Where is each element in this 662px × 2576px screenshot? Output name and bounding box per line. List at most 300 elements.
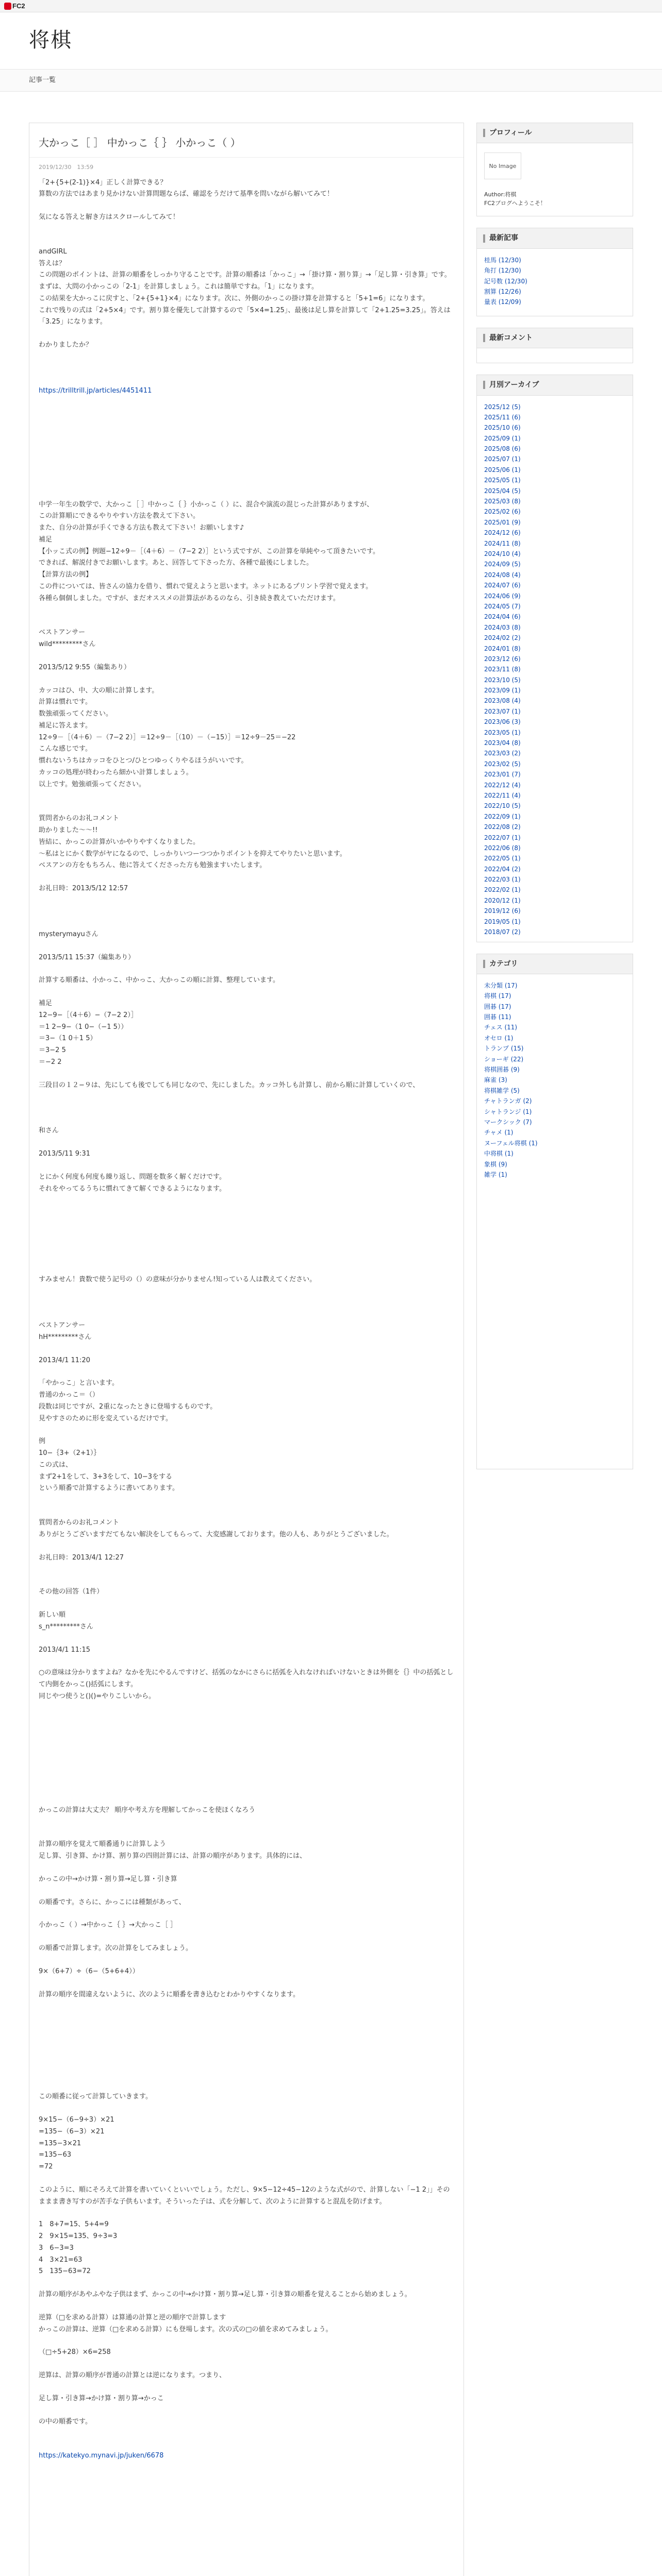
entry-paragraph xyxy=(39,1506,454,1517)
entry-paragraph xyxy=(39,1366,454,1378)
entry-paragraph xyxy=(39,1425,454,1436)
entry-paragraph xyxy=(39,2530,454,2541)
archive-month-link[interactable]: 2024/04 (6) xyxy=(484,613,521,621)
entry-paragraph xyxy=(39,1195,454,1206)
entry-paragraph xyxy=(39,1656,454,1667)
entry-paragraph: 計算の順序を間違えないように、次のように順番を書き込むとわかりやすくなります。 xyxy=(39,1990,300,1998)
archive-month-link[interactable]: 2022/06 (8) xyxy=(484,844,521,852)
recent-entry-link[interactable]: 量表 (12/09) xyxy=(484,298,521,306)
entry-paragraph: 〜私はとにかく数学がヤになるので、しっかりいつーつつかりポイントを抑えてやりたいと思います。 xyxy=(39,850,346,858)
entry-paragraph xyxy=(39,1229,454,1240)
archive-month-link[interactable]: 2019/12 (6) xyxy=(484,907,521,915)
category-link[interactable]: シャトランジ (1) xyxy=(484,1108,532,1115)
entry-paragraph xyxy=(39,2439,454,2450)
entry-paragraph xyxy=(39,1103,454,1114)
category-link[interactable]: チェス (11) xyxy=(484,1024,518,1031)
entry-paragraph: の順番で計算します。次の計算をしてみましょう。 xyxy=(39,1944,192,1953)
entry-paragraph: 2013/4/1 11:20 xyxy=(39,1356,90,1364)
entry-paragraph xyxy=(39,1160,454,1172)
entry-title[interactable]: 大かっこ［ ］ 中かっこ｛ ｝ 小かっこ（ ） xyxy=(29,123,464,158)
entry-paragraph: =135−63 xyxy=(39,2151,72,2159)
archive-list xyxy=(477,396,633,942)
archive-month-link[interactable]: 2023/10 (5) xyxy=(484,676,521,684)
entry-paragraph: これで残りの式は「2+5×4」です。割り算を優先して計算するので「5×4=1.25」、最後は足し算を計算して「2+1.25=3.25」。答えは「3.25」になります。 xyxy=(39,306,451,326)
category-link[interactable]: トランプ (15) xyxy=(484,1045,524,1053)
entry-paragraph xyxy=(39,1541,454,1552)
entry-paragraph: 補足 xyxy=(39,535,53,544)
entry-paragraph: 同じやつ使うと()()=やりこしいから。 xyxy=(39,1692,156,1700)
archive-heading xyxy=(477,375,633,395)
category-link[interactable]: ショーギ (22) xyxy=(484,1055,524,1063)
entry-paragraph xyxy=(39,2173,454,2184)
entry-paragraph xyxy=(39,872,454,883)
entry-paragraph: 和さん xyxy=(39,1127,59,1135)
entry-paragraph: ベスアンの方をもちろん、他に答えてくださった方も勉強ますいたします。 xyxy=(39,861,267,870)
entry-paragraph: 小かっこ（ ）→中かっこ｛ ｝→大かっこ［ ］ xyxy=(39,1921,177,1929)
entry-paragraph xyxy=(39,1931,454,1943)
heading-bar-icon xyxy=(483,381,485,389)
archive-month-link[interactable]: 2018/07 (2) xyxy=(484,928,521,936)
fc2-logo-icon xyxy=(4,3,11,10)
entry-paragraph xyxy=(39,1251,454,1263)
entry-paragraph: 段数は同じですが、2重になったときに登場するものです。 xyxy=(39,1402,217,1411)
archive-month-link[interactable]: 2022/11 (4) xyxy=(484,791,521,799)
recent-comments-list xyxy=(477,348,633,363)
page-wrap xyxy=(0,123,662,2576)
entry-paragraph: 計算の順序があやふやな子供はまず、かっこの中→かけ算・割り算→足し算・引き算の順番を覚えることから始めましょう。 xyxy=(39,2291,411,2299)
entry-paragraph xyxy=(39,674,454,685)
entry-paragraph: 気になる答えと解き方はスクロールしてみて！ xyxy=(39,213,179,222)
archive-month-link[interactable]: 2023/02 (5) xyxy=(484,760,521,768)
entry-paragraph: 助かりました〜〜!! xyxy=(39,826,98,835)
recent-entries-heading-text: 最新記事 xyxy=(489,234,518,243)
profile-text xyxy=(484,191,625,208)
category-link[interactable]: 囲碁 (11) xyxy=(484,1013,511,1021)
sidebar xyxy=(476,123,633,2576)
archive-month-link[interactable]: 2023/06 (3) xyxy=(484,718,521,726)
entry-paragraph xyxy=(39,1240,454,1251)
entry-paragraph xyxy=(39,604,454,616)
profile-author: Author:将棋 xyxy=(484,191,517,198)
category-link[interactable]: マークシック (7) xyxy=(484,1118,532,1126)
entry-paragraph xyxy=(39,2057,454,2069)
archive-month-link[interactable]: 2024/03 (8) xyxy=(484,623,521,631)
archive-month-link[interactable]: 2025/02 (6) xyxy=(484,508,521,516)
archive-month-link[interactable]: 2024/07 (6) xyxy=(484,582,521,589)
entry-paragraph: s_n*********さん xyxy=(39,1622,94,1631)
entry-paragraph: 足し算、引き算、かけ算、割り算の四則計算には、計算の順序があります。具体的には、 xyxy=(39,1852,306,1860)
category-link[interactable]: 囲碁 (17) xyxy=(484,1003,511,1010)
archive-month-link[interactable]: 2024/08 (4) xyxy=(484,571,521,579)
category-link[interactable]: チャメ (1) xyxy=(484,1129,514,1137)
category-link[interactable]: オセロ (1) xyxy=(484,1034,514,1042)
entry-body xyxy=(29,172,464,2576)
entry-paragraph xyxy=(39,1978,454,1989)
entry-paragraph xyxy=(39,1748,454,1759)
archive-month-link[interactable]: 2023/04 (8) xyxy=(484,739,521,747)
entry-paragraph: ＝1 2−9−（1 0−（−1 5）） xyxy=(39,1023,128,1031)
entry-paragraph: という順番で計算するように書いてあります。 xyxy=(39,1484,179,1493)
entry-date: 2019/12/30 13:59 xyxy=(39,164,94,171)
entry-paragraph xyxy=(39,616,454,627)
entry-paragraph xyxy=(39,2462,454,2473)
entry-paragraph xyxy=(39,1886,454,1897)
archive-month-link[interactable]: 2022/04 (2) xyxy=(484,865,521,873)
entry-paragraph: この式は、 xyxy=(39,1461,73,1469)
profile-heading xyxy=(477,123,633,143)
archive-month-link[interactable]: 2025/01 (9) xyxy=(484,518,521,526)
archive-month-link[interactable]: 2023/09 (1) xyxy=(484,687,521,694)
archive-month-link[interactable]: 2025/12 (5) xyxy=(484,403,521,411)
site-header xyxy=(0,12,662,69)
entry-paragraph: カッコはひ、中、大の順に計算します。 xyxy=(39,686,159,694)
entry-paragraph xyxy=(39,2541,454,2553)
entry-paragraph: まずは、大問の小かっこの「2-1」を計算しましょう。これは簡単ですね。「1」になります。 xyxy=(39,283,318,291)
profile-avatar: No Image xyxy=(484,152,521,179)
recent-entries-list xyxy=(477,249,633,316)
entry-paragraph xyxy=(39,1771,454,1782)
entry-paragraph: かっこの計算は、逆算（□を求める計算）にも登場します。次の式の□の値を求めてみましょう。 xyxy=(39,2325,333,2333)
heading-bar-icon xyxy=(483,334,485,342)
entry-paragraph xyxy=(39,2473,454,2485)
archive-month-link[interactable]: 2025/11 (6) xyxy=(484,413,521,421)
entry-paragraph xyxy=(39,2023,454,2035)
archive-month-link[interactable]: 2022/08 (2) xyxy=(484,823,521,831)
entry-paragraph: ベストアンサー xyxy=(39,1321,86,1330)
category-heading xyxy=(477,954,633,974)
category-list xyxy=(477,974,633,1469)
entry-paragraph: =135−（6−3）×21 xyxy=(39,2127,105,2136)
archive-month-link[interactable]: 2025/08 (6) xyxy=(484,445,521,453)
site-title[interactable]: 将棋 xyxy=(29,28,72,52)
archive-month-link[interactable]: 2025/06 (1) xyxy=(484,466,521,473)
entry-paragraph: 逆算は、計算の順序が普通の計算とは逆になります。つまり、 xyxy=(39,2371,226,2380)
entry-paragraph xyxy=(39,1263,454,1274)
fc2-bar xyxy=(0,0,662,12)
entry-paragraph: 中学一年生の数学で、大かっこ［ ］中かっこ｛ ｝小かっこ（ ）に、混合や演流の混じった計算がありますが、 xyxy=(39,500,374,509)
category-link[interactable]: チャトランガ (2) xyxy=(484,1097,532,1105)
entry-paragraph xyxy=(39,477,454,488)
archive-month-link[interactable]: 2020/12 (1) xyxy=(484,896,521,904)
archive-month-link[interactable]: 2022/03 (1) xyxy=(484,876,521,884)
archive-month-link[interactable]: 2023/03 (2) xyxy=(484,750,521,757)
entry-paragraph xyxy=(39,2301,454,2312)
entry-paragraph xyxy=(39,1782,454,1793)
entry-paragraph: 9×（6+7）÷（6−（5+6+4）） xyxy=(39,1967,139,1975)
archive-month-link[interactable]: 2025/03 (8) xyxy=(484,498,521,505)
entry-paragraph xyxy=(39,224,454,235)
entry-paragraph xyxy=(39,1137,454,1148)
archive-month-link[interactable]: 2025/09 (1) xyxy=(484,434,521,442)
entry-paragraph: この問題のポイントは、計算の順番をしっかり守ることです。計算の順番は「かっこ」→「掛け算・割り算」→「足し算・引き算」です。 xyxy=(39,271,451,279)
entry-paragraph xyxy=(39,454,454,465)
archive-month-link[interactable]: 2025/07 (1) xyxy=(484,455,521,463)
category-link[interactable]: 将棋 (17) xyxy=(484,992,511,1000)
archive-heading-text: 月別アーカイブ xyxy=(489,381,539,389)
entry-paragraph: 答えは？ xyxy=(39,259,66,267)
entry-paragraph: 12÷9－［（4＋6）－（7−2 2）］＝12÷9－［（10）－（−15）］＝12÷9－25＝−22 xyxy=(39,733,296,741)
entry-paragraph xyxy=(39,465,454,477)
category-link[interactable]: 将棋雑学 (5) xyxy=(484,1087,520,1094)
entry-paragraph: ○の意味は分かりますよね？なかを先にやるんですけど、括弧のなかにさらに括弧を入れなければいけないときは外側を｛｝中の括弧として内側をかっこ()括弧にします。 xyxy=(39,1669,454,1689)
entry-paragraph: 12−9−［（4＋6）−（7−2 2）］ xyxy=(39,1011,138,1019)
entry-paragraph xyxy=(39,397,454,409)
entry-paragraph xyxy=(39,987,454,998)
entry-paragraph xyxy=(39,1725,454,1737)
entry-paragraph: この計算順にできるやりやすい方法を教えて下さい。 xyxy=(39,512,200,520)
entry-paragraph xyxy=(39,2069,454,2080)
entry-paragraph: 2013/5/11 15:37（編集あり） xyxy=(39,953,135,961)
entry-paragraph: 質問者からのお礼コメント xyxy=(39,1519,120,1527)
entry-paragraph xyxy=(39,1703,454,1714)
entry-paragraph xyxy=(39,2046,454,2057)
entry-paragraph xyxy=(39,1714,454,1725)
archive-month-link[interactable]: 2024/11 (8) xyxy=(484,539,521,547)
entry-paragraph: それをやってるうちに慣れてきて解くできるようになります。 xyxy=(39,1184,226,1193)
entry-paragraph xyxy=(39,2080,454,2091)
entry-paragraph xyxy=(39,1575,454,1586)
entry-paragraph: かっこの中→かけ算・割り算→足し算・引き算 xyxy=(39,1875,177,1883)
entry-paragraph: わかりましたか？ xyxy=(39,341,93,349)
heading-bar-icon xyxy=(483,960,485,968)
entry-paragraph: ＝−2 2 xyxy=(39,1058,62,1066)
entry-paragraph xyxy=(39,235,454,246)
entry-paragraph: すみません！貴数で使う記号の（）の意味が分かりません!知っている人は教えてください。 xyxy=(39,1276,317,1284)
entry-paragraph xyxy=(39,409,454,420)
entry-paragraph: かっこの計算は大丈夫？ 順序や考え方を理解してかっこを使ほくなろう xyxy=(39,1806,256,1814)
entry-paragraph: 【計算方法の例】 xyxy=(39,571,93,579)
entry-paragraph: 計算の順序を覚えて順番通りに計算しよう xyxy=(39,1840,167,1849)
entry-paragraph xyxy=(39,200,454,212)
entry-paragraph xyxy=(39,2405,454,2416)
entry-paragraph xyxy=(39,651,454,662)
heading-bar-icon xyxy=(483,129,485,137)
entry-paragraph: 足し算・引き算→かけ算・割り算→かっこ xyxy=(39,2394,164,2402)
recent-comments-heading-text: 最新コメント xyxy=(489,333,533,342)
entry-paragraph xyxy=(39,1737,454,1748)
archive-month-link[interactable]: 2022/10 (5) xyxy=(484,802,521,810)
entry-paragraph: 2 9×15=135、9÷3=3 xyxy=(39,2232,118,2241)
profile-heading-text: プロフィール xyxy=(489,129,532,137)
entry-paragraph: 算数の方法ではあまり見かけない計算問題ならば、確認をうだけて基準を問いながら解いてみて！ xyxy=(39,190,334,198)
global-nav xyxy=(0,69,662,92)
archive-month-link[interactable]: 2019/05 (1) xyxy=(484,918,521,925)
entry-paragraph xyxy=(39,420,454,431)
entry-paragraph xyxy=(39,1309,454,1320)
profile-body xyxy=(477,143,633,216)
fc2-logo[interactable] xyxy=(4,2,25,10)
entry-paragraph xyxy=(39,488,454,499)
entry-paragraph: 三段目の１２−９は、先にしても後でしても同じなので、先にしました。カッコ外しも計算し、前から順に計算していくので、 xyxy=(39,1081,420,1089)
entry-paragraph xyxy=(39,1344,454,1355)
entry-paragraph: 以上です。勉強頑張ってください。 xyxy=(39,780,145,788)
archive-month-link[interactable]: 2024/02 (2) xyxy=(484,634,521,642)
entry-paragraph xyxy=(39,790,454,802)
entry-paragraph: 3 6−3=3 xyxy=(39,2244,74,2252)
entry-paragraph: カッコの処理が終わったら細かい計算しましょう。 xyxy=(39,768,193,776)
entry-paragraph xyxy=(39,1114,454,1125)
entry-paragraph xyxy=(39,1955,454,1966)
entry-paragraph xyxy=(39,2564,454,2575)
archive-month-link[interactable]: 2023/05 (1) xyxy=(484,728,521,736)
entry-paragraph: この件については、皆さんの協力を借り、慣れで覚えようと思います。ネットにあるプリント学習で覚えます。 xyxy=(39,582,373,590)
recent-entries-box xyxy=(476,228,633,316)
archive-month-link[interactable]: 2023/11 (8) xyxy=(484,666,521,673)
entry-paragraph xyxy=(39,2485,454,2496)
entry-paragraph: この順番に従って計算していきます。 xyxy=(39,2093,152,2101)
entry-paragraph: 新しい順 xyxy=(39,1611,66,1619)
category-link[interactable]: ヌーフェル将棋 (1) xyxy=(484,1139,538,1147)
main-column xyxy=(29,123,464,2576)
archive-month-link[interactable]: 2025/04 (5) xyxy=(484,487,521,495)
entry-paragraph: 計算する順番は、小かっこ、中かっこ、大かっこの順に計算、整理しています。 xyxy=(39,976,279,985)
nav-item-archive[interactable]: 記事一覧 xyxy=(29,76,56,84)
entry-paragraph: の順番です。さらに、かっこには種類があって、 xyxy=(39,1898,186,1906)
entry-paragraph xyxy=(39,895,454,906)
archive-month-link[interactable]: 2024/01 (8) xyxy=(484,645,521,652)
entry-paragraph xyxy=(39,1286,454,1297)
category-link[interactable]: 将棋囲碁 (9) xyxy=(484,1066,520,1074)
entry-paragraph: 1 8+7=15、5+4=9 xyxy=(39,2221,109,2229)
archive-month-link[interactable]: 2024/09 (5) xyxy=(484,561,521,568)
category-heading-text: カテゴリ xyxy=(489,959,518,968)
entry-paragraph: wild*********さん xyxy=(39,640,96,649)
entry-paragraph xyxy=(39,1206,454,1217)
entry-paragraph: 10−｛3+（2+1）｝ xyxy=(39,1449,101,1458)
entry-paragraph: ＝3−2 5 xyxy=(39,1046,66,1055)
entry-paragraph xyxy=(39,351,454,363)
entry-paragraph: 逆算（□を求める計算）は算通の計算と逆の順序で計算します xyxy=(39,2313,226,2321)
fc2-logo-text: FC2 xyxy=(12,2,25,10)
archive-month-link[interactable]: 2022/07 (1) xyxy=(484,834,521,841)
entry-paragraph: 2013/5/12 9:55（編集あり） xyxy=(39,663,130,671)
entry-paragraph xyxy=(39,2428,454,2439)
recent-entry-link[interactable]: 記号数 (12/30) xyxy=(484,277,527,285)
archive-month-link[interactable]: 2024/05 (7) xyxy=(484,602,521,610)
archive-month-link[interactable]: 2025/05 (1) xyxy=(484,477,521,484)
entry-paragraph: こんな感じです。 xyxy=(39,745,92,753)
entry-link[interactable]: https://trilltrill.jp/articles/4451411 xyxy=(39,386,152,395)
entry-paragraph: 「2+{5+(2-1)}×4」正しく計算できる？ xyxy=(39,178,167,187)
entry-paragraph: 2013/5/11 9:31 xyxy=(39,1150,90,1158)
entry-paragraph: ありがとうございますだてもない解決をしてもらって、大変感謝しております。他の人も、ありがとうございました。 xyxy=(39,1530,393,1538)
profile-welcome: FC2ブログへようこそ！ xyxy=(484,199,547,207)
entry-paragraph: 見やすさのために形を変えているだけです。 xyxy=(39,1414,172,1422)
entry-paragraph xyxy=(39,1598,454,1609)
entry-paragraph: とにかく何度も何度も繰り返し、問題を数多く解くだけです。 xyxy=(39,1173,226,1181)
entry-paragraph: 補足に答えます。 xyxy=(39,721,92,730)
entry-paragraph: hH*********さん xyxy=(39,1333,92,1341)
entry-paragraph: 5 135−63=72 xyxy=(39,2267,91,2276)
recent-comments-heading xyxy=(477,328,633,348)
recent-entries-heading xyxy=(477,228,633,248)
entry-paragraph xyxy=(39,1862,454,1874)
entry-paragraph xyxy=(39,941,454,952)
entry-paragraph xyxy=(39,2507,454,2519)
entry-paragraph xyxy=(39,2012,454,2023)
entry-paragraph xyxy=(39,1633,454,1645)
entry-paragraph: まず2+1をして、3+3をして、10−3をする xyxy=(39,1472,173,1481)
entry-paragraph: この結果を大かっこに戻すと、「2+{5+1}×4」になります。次に、外側のかっこの掛け算を計算すると「5+1=6」になります。 xyxy=(39,294,429,302)
entry-paragraph xyxy=(39,2103,454,2114)
recent-entry-link[interactable]: 割算 (12/26) xyxy=(484,287,521,295)
entry-paragraph: 補足 xyxy=(39,999,53,1008)
category-link[interactable]: 中将棋 (1) xyxy=(484,1150,514,1158)
archive-month-link[interactable]: 2025/10 (6) xyxy=(484,424,521,432)
category-link[interactable]: 未分類 (17) xyxy=(484,981,518,989)
entry-paragraph xyxy=(39,2335,454,2347)
category-box xyxy=(476,954,633,1469)
entry-link[interactable]: https://katekyo.mynavi.jp/juken/6678 xyxy=(39,2452,164,2460)
entry-paragraph xyxy=(39,802,454,813)
archive-month-link[interactable]: 2022/02 (1) xyxy=(484,886,521,894)
entry-paragraph: mysterymayuさん xyxy=(39,930,98,938)
archive-month-link[interactable]: 2024/12 (6) xyxy=(484,529,521,537)
archive-month-link[interactable]: 2023/07 (1) xyxy=(484,707,521,715)
entry-paragraph xyxy=(39,963,454,975)
entry-paragraph xyxy=(39,2035,454,2046)
archive-month-link[interactable]: 2022/05 (1) xyxy=(484,855,521,862)
entry-paragraph xyxy=(39,443,454,454)
archive-month-link[interactable]: 2023/08 (4) xyxy=(484,697,521,705)
archive-month-link[interactable]: 2022/12 (4) xyxy=(484,781,521,789)
archive-month-link[interactable]: 2023/01 (7) xyxy=(484,771,521,778)
entry-paragraph xyxy=(39,1495,454,1506)
archive-month-link[interactable]: 2024/10 (4) xyxy=(484,550,521,557)
entry-paragraph xyxy=(39,2496,454,2507)
entry-paragraph xyxy=(39,906,454,918)
archive-month-link[interactable]: 2023/12 (6) xyxy=(484,655,521,663)
entry-paragraph xyxy=(39,1564,454,1575)
entry-paragraph: 数強頑張ってください。 xyxy=(39,710,113,718)
entry-paragraph: できれば、解説付きでお願いします。あと、回答して下さった方、各種で最後にしました。 xyxy=(39,559,313,567)
entry-paragraph xyxy=(39,2553,454,2564)
entry-paragraph xyxy=(39,2208,454,2219)
entry-paragraph: ベストアンサー xyxy=(39,629,86,637)
entry xyxy=(29,123,464,2576)
entry-paragraph xyxy=(39,1759,454,1771)
entry-paragraph: の中の順番です。 xyxy=(39,2417,92,2426)
entry-paragraph: また、自分の計算が手くできる方法も教えて下さい！お願いします♪ xyxy=(39,524,244,532)
heading-bar-icon xyxy=(483,234,485,243)
category-link[interactable]: 麻雀 (3) xyxy=(484,1076,507,1084)
entry-paragraph xyxy=(39,918,454,929)
recent-entry-link[interactable]: 角打 (12/30) xyxy=(484,267,521,275)
entry-paragraph: 慣れないうちはカッコをひとつ/ひとつゆっくりやるほうがいいです。 xyxy=(39,757,248,765)
entry-paragraph: 4 3×21=63 xyxy=(39,2256,82,2264)
entry-paragraph xyxy=(39,1069,454,1080)
archive-month-link[interactable]: 2022/09 (1) xyxy=(484,812,521,820)
entry-paragraph xyxy=(39,328,454,340)
entry-paragraph xyxy=(39,2519,454,2530)
archive-box xyxy=(476,375,633,942)
entry-paragraph: 「やかっこ」と言います。 xyxy=(39,1379,119,1387)
category-link[interactable]: 象棋 (9) xyxy=(484,1160,507,1168)
entry-paragraph xyxy=(39,431,454,443)
entry-paragraph xyxy=(39,2278,454,2289)
recent-comments-box xyxy=(476,328,633,363)
entry-paragraph xyxy=(39,2001,454,2012)
entry-paragraph: andGIRL xyxy=(39,247,67,256)
category-link[interactable]: 雑学 (1) xyxy=(484,1171,507,1178)
entry-paragraph xyxy=(39,2382,454,2393)
recent-entry-link[interactable]: 桂馬 (12/30) xyxy=(484,256,521,264)
entry-paragraph xyxy=(39,1793,454,1805)
archive-month-link[interactable]: 2024/06 (9) xyxy=(484,592,521,600)
entry-paragraph xyxy=(39,2359,454,2370)
entry-paragraph: =72 xyxy=(39,2163,53,2171)
entry-paragraph: 【小ッこ式の例】例題−12÷9－［（4＋6）－（7−2 2）］という式ですが、この計算を単純やって頂きたいです。 xyxy=(39,547,379,555)
